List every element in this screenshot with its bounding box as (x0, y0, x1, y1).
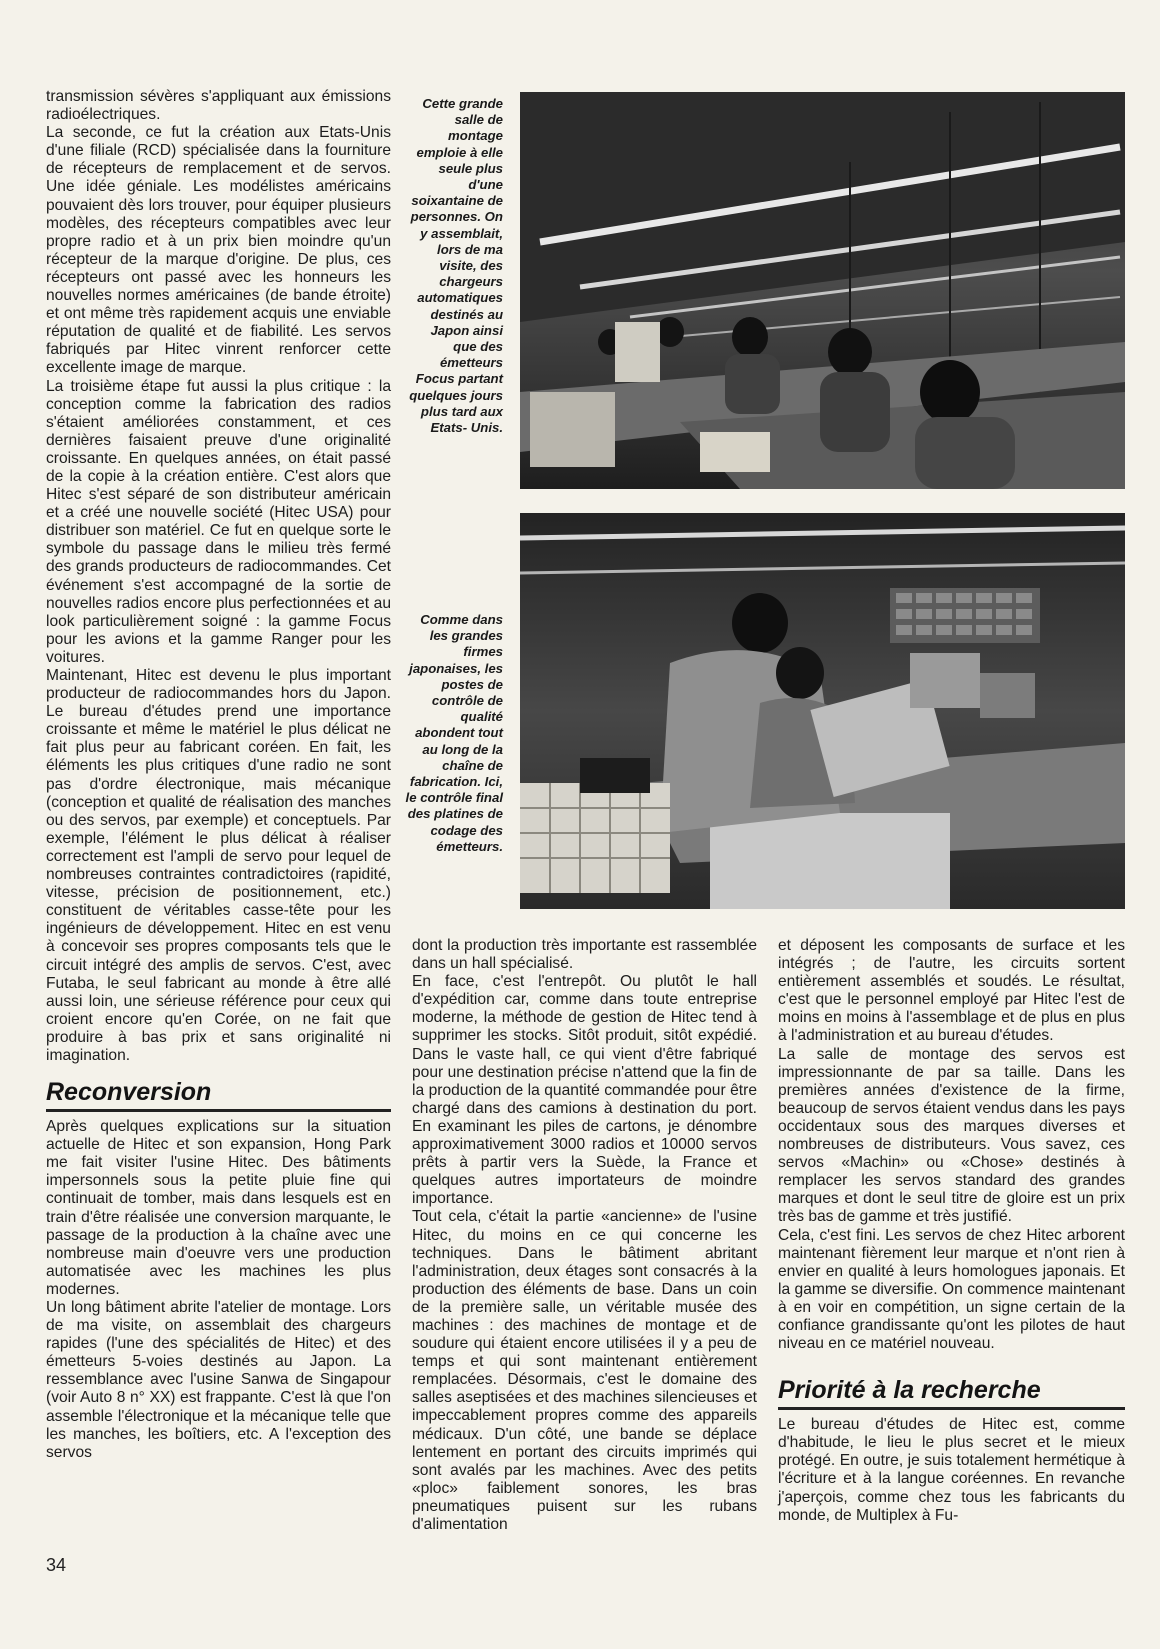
paragraph: Après quelques explications sur la situation actuelle de Hitec et son expansion, Hong Park me fait visiter l'usine Hitec. Des bâtiments impersonnels sous la petite pluie fine qui continuait de tomber, mais dans lesquels est en train d'être réalisée une conversion marquante, le passage de la production à la chaîne avec une nombreuse main d'oeuvre vers une production automatisée avec les machines les plus modernes. (46, 1118, 391, 1298)
paragraph: La troisième étape fut aussi la plus critique : la conception comme la fabrication des radios s'étaient améliorées constamment, et ces dernières faisaient preuve d'une originalité croissante. En quelques années, on était passé de la copie à la création entière. C'est alors que Hitec s'est séparé de son distributeur américain et a créé une nouvelle société (Hitec USA) pour distribuer son matériel. Ce fut en quelque sorte le symbole du passage dans le milieu très fermé des grands producteurs de radiocommandes. Cet événement s'est accompagné de la sortie de nouvelles radios encore plus perfectionnées et au look particulièrement soigné : la gamme Focus pour les avions et la gamme Ranger pour les voitures. (46, 377, 391, 666)
article-column-3 (778, 937, 1125, 1525)
page-number: 34 (46, 1555, 67, 1575)
paragraph: dont la production très importante est rassemblée dans un hall spécialisé. (412, 937, 757, 973)
photo-quality-control-image (520, 513, 1125, 909)
section-heading-reconversion: Reconversion (46, 1077, 391, 1112)
photo-caption-assembly-hall: Cette grande salle de montage emploie à elle seule plus d'une soixantaine de personnes. On y assemblait, lors de ma visite, des chargeurs automatiques destinés au Japon ainsi que des émetteurs Focus partant quelques jours plus tard aux Etats- Unis. (409, 96, 503, 436)
article-column-1 (46, 88, 391, 1462)
photo-quality-control (520, 513, 1125, 909)
paragraph: Cela, c'est fini. Les servos de chez Hitec arborent maintenant fièrement leur marque et n'ont rien à envier en qualité à leurs homologues japonais. Et la gamme se diversifie. On commence maintenant à en voir en compétition, un signe certain de la confiance grandissante qu'ont les pilotes de haut niveau en ce matériel nouveau. (778, 1226, 1125, 1353)
paragraph: Tout cela, c'était la partie «ancienne» de l'usine Hitec, du moins en ce qui concerne les techniques. Dans le bâtiment abritant l'administration, deux étages sont consacrés à la production des éléments de base. Dans un coin de la première salle, un véritable musée des machines : des machines de montage et de soudure qui étaient encore utilisées il y a peu de temps et qui sont maintenant entièrement remplacées. Désormais, c'est le domaine des salles aseptisées et des machines silencieuses et impeccablement propres comme des appareils médicaux. D'un côté, une bande se déplace lentement en portant des circuits imprimés qui sont avalés par les machines. Avec des petits «ploc» faiblement sonores, les bras pneumatiques puisent sur les rubans d'alimentation (412, 1208, 757, 1533)
paragraph: Le bureau d'études de Hitec est, comme d'habitude, le lieu le plus secret et le mieux protégé. En outre, je suis totalement hermétique à l'écriture et à la langue coréennes. En revanche j'aperçois, comme chez tous les fabricants du monde, de Multiplex à Fu- (778, 1416, 1125, 1524)
paragraph: Un long bâtiment abrite l'atelier de montage. Lors de ma visite, on assemblait des chargeurs rapides (l'une des spécialités de Hitec) et des émetteurs 5-voies destinés au Japon. La ressemblance avec l'usine Sanwa de Singapour (voir Auto 8 n° XX) est frappante. C'est là que l'on assemble l'électronique et la mécanique telle que les manches, les boîtiers, etc. A l'exception des servos (46, 1299, 391, 1461)
article-column-2 (412, 937, 757, 1534)
paragraph: En face, c'est l'entrepôt. Ou plutôt le hall d'expédition car, comme dans toute entreprise moderne, la méthode de gestion de Hitec tend à supprimer les stocks. Sitôt produit, sitôt expédié. Dans le vaste hall, ce qui vient d'être fabriqué pour une destination précise n'attend que la fin de la production de la quantité commandée pour être chargé dans des camions à destination du port. En examinant les piles de cartons, je dénombre approximativement 3000 radios et 10000 servos prêts à partir vers la Suède, la France et quelques autres importateurs de moindre importance. (412, 973, 757, 1208)
paragraph: Maintenant, Hitec est devenu le plus important producteur de radiocommandes hors du Japon. Le bureau d'études prend une importance croissante et même le matériel le plus délicat ne fait plus peur au fabricant coréen. En fait, les éléments les plus critiques d'une radio ne sont pas d'ordre électronique, mais mécanique (conception et qualité de réalisation des manches ou des servos, par exemple) et conceptuels. Par exemple, l'élément le plus délicat à réaliser correctement est l'ampli de servo pour lequel de nombreuses contraintes contradictoires (rapidité, vitesse, précision de positionnement, etc.) constituent de véritables casse-tête pour les ingénieurs de développement. Hitec en est venu à concevoir ses propres composants tels que le circuit intégré des amplis de servos. C'est, avec Futaba, le seul fabricant au monde à être allé aussi loin, une sérieuse référence pour ceux qui croient encore qu'en Corée, on ne fait que produire à bas prix et sans originalité ni imagination. (46, 667, 391, 1064)
section-heading-priorite: Priorité à la recherche (778, 1375, 1125, 1410)
photo-assembly-hall (520, 92, 1125, 489)
photo-caption-quality-control: Comme dans les grandes firmes japonaises, les postes de contrôle de qualité abondent tout au long de la chaîne de fabrication. Ici, le contrôle final des platines de codage des émetteurs. (405, 612, 503, 854)
paragraph: et déposent les composants de surface et les intégrés ; de l'autre, les circuits sortent entièrement assemblés et soudés. Le résultat, c'est que le personnel employé par Hitec l'est de moins en moins à l'assemblage et de plus en plus à l'administration et au bureau d'études. (778, 937, 1125, 1045)
paragraph: La salle de montage des servos est impressionnante de par sa taille. Dans les premières années d'existence de la firme, beaucoup de servos étaient vendus dans les pays occidentaux sous des marques diverses et nombreuses de distributeurs. Vous savez, ces servos «Machin» ou «Chose» destinés à remplacer les servos standard des grandes marques et dont le seul titre de gloire est un prix très bas de gamme et très justifié. (778, 1045, 1125, 1226)
paragraph: transmission sévères s'appliquant aux émissions radioélectriques. (46, 88, 391, 124)
paragraph: La seconde, ce fut la création aux Etats-Unis d'une filiale (RCD) spécialisée dans la fourniture de récepteurs de remplacement et de servos. Une idée géniale. Les modélistes américains pouvaient dès lors trouver, pour équiper plusieurs modèles, des récepteurs compatibles avec leur propre radio et à un prix bien moindre qu'un récepteur de la marque d'origine. De plus, ces récepteurs ont passé avec les honneurs les nouvelles normes américaines (de bande étroite) et ont même très rapidement acquis une enviable réputation de qualité et de fiabilité. Les servos fabriqués par Hitec vinrent renforcer cette excellente image de marque. (46, 124, 391, 377)
photo-assembly-hall-image (520, 92, 1125, 489)
